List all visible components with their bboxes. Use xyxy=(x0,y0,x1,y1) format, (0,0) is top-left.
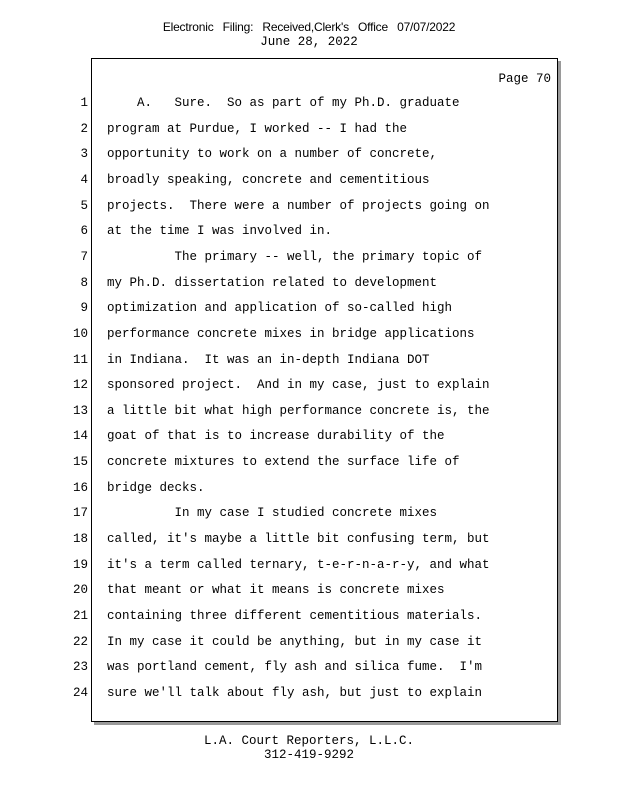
line-number: 4 xyxy=(80,173,88,187)
line-number: 5 xyxy=(80,199,88,213)
line-number: 2 xyxy=(80,122,88,136)
line-number: 6 xyxy=(80,224,88,238)
line-number: 17 xyxy=(72,506,88,520)
line-number: 15 xyxy=(72,455,88,469)
line-text: it's a term called ternary, t-e-r-n-a-r-y, and what xyxy=(107,558,490,572)
line-number: 14 xyxy=(72,429,88,443)
stamp-word: Electronic xyxy=(162,20,214,34)
line-number: 19 xyxy=(72,558,88,572)
line-text: that meant or what it means is concrete mixes xyxy=(107,583,445,597)
line-text: In my case I studied concrete mixes xyxy=(107,506,438,520)
line-number: 21 xyxy=(72,609,88,623)
line-text: A. Sure. So as part of my Ph.D. graduate xyxy=(107,96,460,110)
line-text: projects. There were a number of projects going on xyxy=(107,199,490,213)
page-number: Page 70 xyxy=(498,72,551,86)
line-number: 16 xyxy=(72,481,88,495)
stamp-word: Received,Clerk's xyxy=(262,20,349,34)
line-number: 24 xyxy=(72,686,88,700)
line-text: called, it's maybe a little bit confusing term, but xyxy=(107,532,490,546)
line-number: 18 xyxy=(72,532,88,546)
stamp-word: 07/07/2022 xyxy=(397,20,456,34)
line-text: at the time I was involved in. xyxy=(107,224,333,238)
line-text: In my case it could be anything, but in my case it xyxy=(107,635,483,649)
line-text: in Indiana. It was an in-depth Indiana DOT xyxy=(107,353,430,367)
stamp-word: Office xyxy=(358,20,388,34)
line-text: sponsored project. And in my case, just to explain xyxy=(107,378,490,392)
footer-company: L.A. Court Reporters, L.L.C. xyxy=(203,734,415,748)
line-number: 3 xyxy=(80,147,88,161)
line-number: 22 xyxy=(72,635,88,649)
line-text: broadly speaking, concrete and cementitious xyxy=(107,173,430,187)
line-number: 7 xyxy=(80,250,88,264)
line-text: opportunity to work on a number of concrete, xyxy=(107,147,438,161)
line-text: was portland cement, fly ash and silica fume. I'm xyxy=(107,660,483,674)
line-text: optimization and application of so-called high xyxy=(107,301,453,315)
line-text: goat of that is to increase durability of the xyxy=(107,429,445,443)
line-text: containing three different cementitious materials. xyxy=(107,609,483,623)
line-number: 13 xyxy=(72,404,88,418)
line-text: performance concrete mixes in bridge applications xyxy=(107,327,475,341)
line-number: 23 xyxy=(72,660,88,674)
line-number: 12 xyxy=(72,378,88,392)
line-text: a little bit what high performance concrete is, the xyxy=(107,404,490,418)
line-number: 9 xyxy=(80,301,88,315)
filing-stamp xyxy=(0,20,618,34)
line-number: 1 xyxy=(80,96,88,110)
line-text: my Ph.D. dissertation related to development xyxy=(107,276,438,290)
footer-phone: 312-419-9292 xyxy=(263,748,354,762)
line-number: 20 xyxy=(72,583,88,597)
line-number: 8 xyxy=(80,276,88,290)
line-text: bridge decks. xyxy=(107,481,205,495)
transcript-date: June 28, 2022 xyxy=(260,35,358,49)
line-number: 10 xyxy=(72,327,88,341)
line-text: The primary -- well, the primary topic of xyxy=(107,250,483,264)
line-text: program at Purdue, I worked -- I had the xyxy=(107,122,408,136)
line-text: sure we'll talk about fly ash, but just to explain xyxy=(107,686,483,700)
stamp-word: Filing: xyxy=(222,20,254,34)
line-text: concrete mixtures to extend the surface life of xyxy=(107,455,460,469)
line-number: 11 xyxy=(72,353,88,367)
